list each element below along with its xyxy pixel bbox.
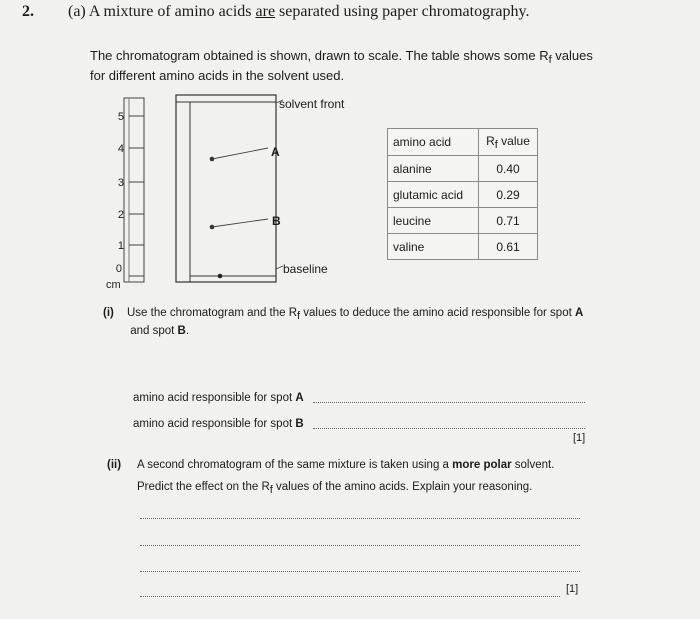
table-row xyxy=(388,208,538,234)
rf-value-cell: 0.61 xyxy=(479,234,538,260)
ruler-label-0: 0 xyxy=(115,263,122,275)
part-i-question: (i) Use the chromatogram and the Rf values to deduce the amino acid responsible for spot A and spot B. xyxy=(103,307,584,337)
intro-text: The chromatogram obtained is shown, drawn to scale. The table shows some $R_f$ values for different amino acids in the solvent used. xyxy=(90,48,593,83)
spot-a-label: A xyxy=(271,145,280,159)
ruler-label-2: 2 xyxy=(117,209,124,221)
ruler-label-5: 5 xyxy=(117,111,124,123)
rf-values-table xyxy=(387,128,538,260)
chromatography-paper xyxy=(176,95,276,282)
answer-line-4[interactable] xyxy=(140,596,560,597)
question-number: 2. xyxy=(22,3,34,20)
answer-label-spot-a: amino acid responsible for spot A xyxy=(133,392,304,404)
baseline-spot xyxy=(218,274,223,279)
column-header-amino-acid: amino acid xyxy=(388,129,479,156)
ruler-label-1: 1 xyxy=(117,240,124,252)
answer-label-spot-b: amino acid responsible for spot B xyxy=(133,418,304,430)
table-row xyxy=(388,182,538,208)
leader-line-b xyxy=(212,219,268,227)
baseline-label: baseline xyxy=(283,262,328,276)
table-row xyxy=(388,234,538,260)
table-row xyxy=(388,156,538,182)
ruler-label-4: 4 xyxy=(117,143,124,155)
ruler-unit: cm xyxy=(106,279,121,291)
ruler xyxy=(124,98,144,282)
spot-b-label: B xyxy=(272,214,281,228)
part-ii-question: (ii) A second chromatogram of the same mixture is taken using a more polar solvent. xyxy=(107,459,555,471)
amino-acid-cell: valine xyxy=(388,234,479,260)
answer-line-2[interactable] xyxy=(140,545,580,546)
solvent-front-label: solvent front xyxy=(279,97,345,111)
answer-field-spot-b[interactable] xyxy=(313,428,585,429)
amino-acid-cell: glutamic acid xyxy=(388,182,479,208)
answer-line-1[interactable] xyxy=(140,518,580,519)
leader-line-baseline xyxy=(276,266,283,269)
amino-acid-cell: leucine xyxy=(388,208,479,234)
question-part-a-heading: (a) A mixture of amino acids are separated using paper chromatography. xyxy=(68,3,530,20)
leader-line-a xyxy=(212,148,268,159)
answer-line-3[interactable] xyxy=(140,571,580,572)
table-header-row xyxy=(388,129,538,156)
ruler-label-3: 3 xyxy=(117,177,124,189)
ruler-frame xyxy=(124,98,144,282)
chromatogram-diagram xyxy=(96,90,366,300)
part-ii-prompt: Predict the effect on the Rf values of the amino acids. Explain your reasoning. xyxy=(137,481,533,496)
marks-part-i: [1] xyxy=(573,432,586,444)
marks-part-ii: [1] xyxy=(566,583,579,595)
rf-value-cell: 0.40 xyxy=(479,156,538,182)
answer-field-spot-a[interactable] xyxy=(313,402,585,403)
rf-value-cell: 0.71 xyxy=(479,208,538,234)
column-header-rf-value: Rf value xyxy=(479,129,538,156)
rf-value-cell: 0.29 xyxy=(479,182,538,208)
amino-acid-cell: alanine xyxy=(388,156,479,182)
